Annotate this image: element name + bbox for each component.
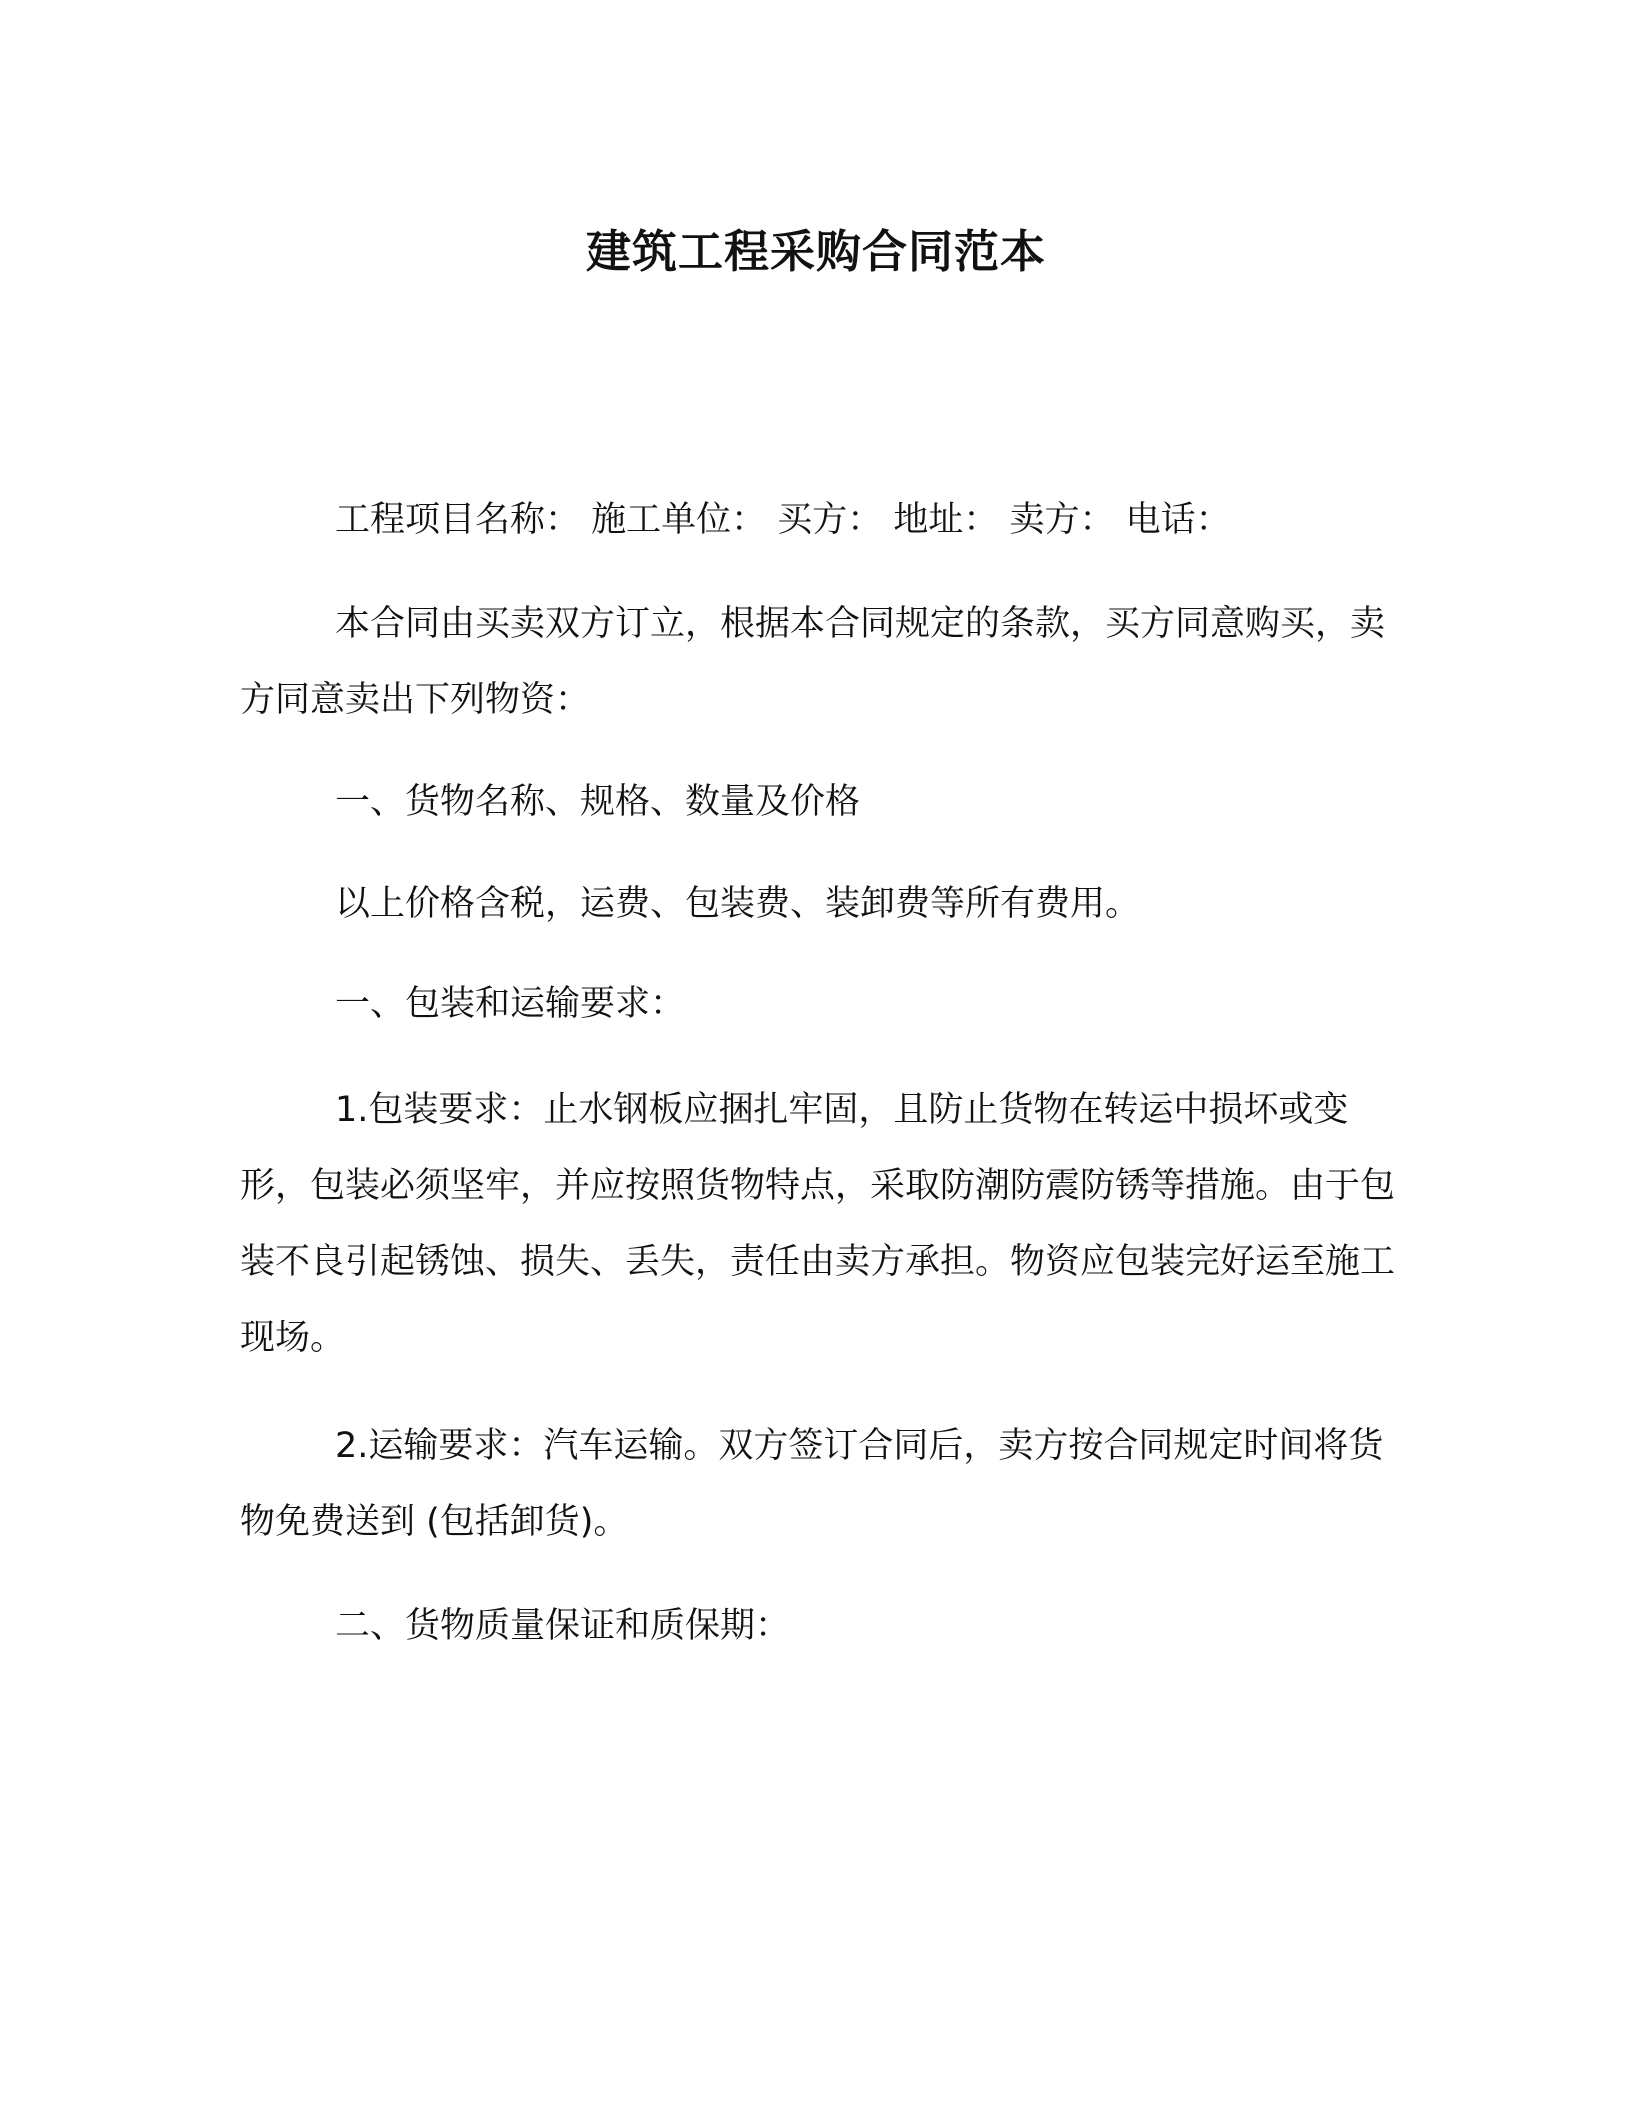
price-note-paragraph: 以上价格含税，运费、包装费、装卸费等所有费用。 bbox=[335, 884, 1141, 924]
packaging-requirements-paragraph: 1.包装要求：止水钢板应捆扎牢固，且防止货物在转运中损坏或变形，包装必须坚牢，并应按照货物特点，采取防潮防震防锈等措施。由于包装不良引起锈蚀、损失、丢失，责任由卖方承担。物资应包装完好运至施工现场。 bbox=[240, 1090, 1396, 1358]
section-heading-packaging: 一、包装和运输要求： bbox=[335, 984, 686, 1024]
section-heading-goods: 一、货物名称、规格、数量及价格 bbox=[335, 782, 861, 822]
project-info-line: 工程项目名称： 施工单位： 买方： 地址： 卖方： 电话： bbox=[335, 500, 1231, 540]
document-title: 建筑工程采购合同范本 bbox=[585, 225, 1046, 278]
contract-intro-paragraph: 本合同由买卖双方订立，根据本合同规定的条款，买方同意购买，卖方同意卖出下列物资： bbox=[240, 604, 1386, 720]
transport-requirements-paragraph: 2.运输要求：汽车运输。双方签订合同后，卖方按合同规定时间将货物免费送到 (包括卸货)。 bbox=[240, 1426, 1384, 1542]
section-heading-quality: 二、货物质量保证和质保期： bbox=[335, 1606, 791, 1646]
